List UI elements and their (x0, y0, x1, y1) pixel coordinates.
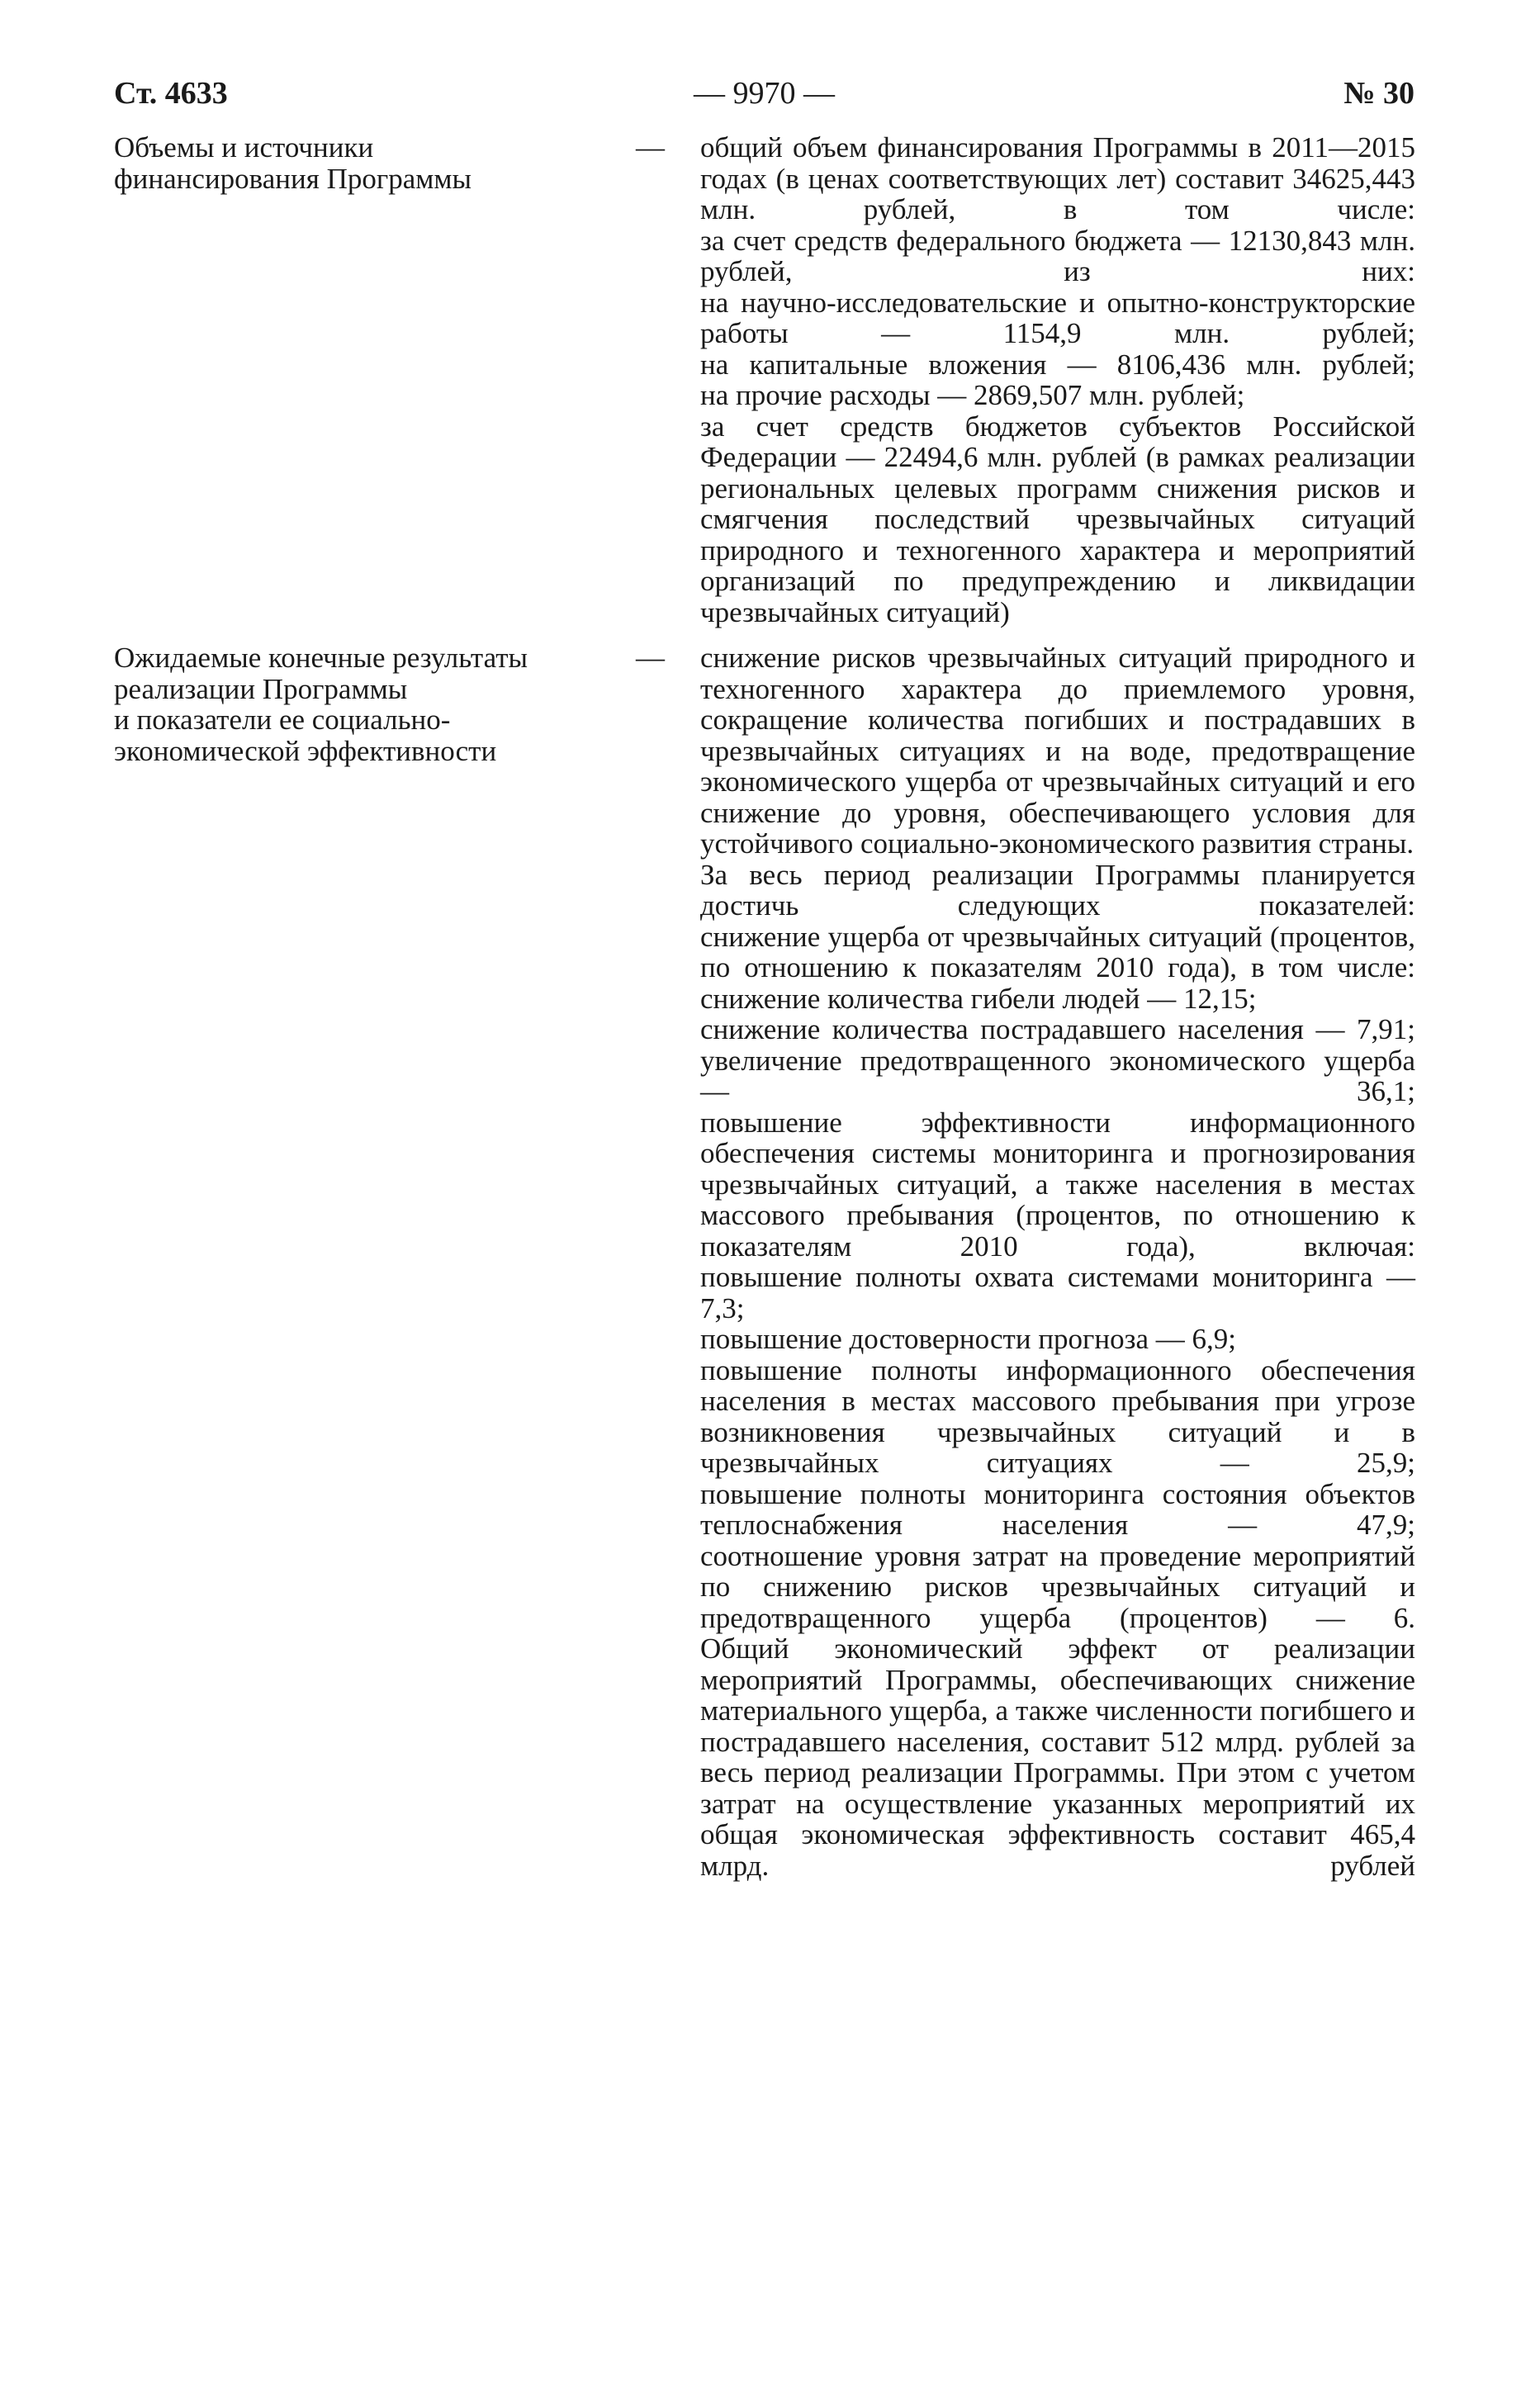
paragraph: на прочие расходы — 2869,507 млн. рублей; (700, 379, 1245, 411)
label-line: и показатели ее социально- (114, 704, 451, 736)
paragraph: За весь период реализации Программы планируется достичь следующих показателей: (700, 858, 1415, 922)
separator-dash: — (636, 642, 665, 674)
label-line: реализации Программы (114, 672, 408, 705)
separator-dash: — (636, 131, 665, 163)
issue-number: № 30 (1343, 76, 1414, 111)
paragraph: соотношение уровня затрат на проведение мероприятий по снижению рисков чрезвычайных ситуаций и предотвращенного ущерба (процентов) — 6. (700, 1539, 1415, 1634)
results-label (114, 642, 626, 766)
financing-content (700, 132, 1415, 628)
article-number: Ст. 4633 (114, 76, 228, 111)
label-line: Ожидаемые конечные результаты (114, 642, 528, 674)
paragraph: повышение эффективности информационного обеспечения системы мониторинга и прогнозирования чрезвычайных ситуаций, а также населения в местах массового пребывания (процентов, по отношению к показателям 2010 года), включая: (700, 1106, 1415, 1263)
paragraph: Общий экономический эффект от реализации мероприятий Программы, обеспечивающих снижение материального ущерба, а также численности погибшего и пострадавшего населения, составит 512 млрд. рублей за весь период реализации Программы. При этом с учетом затрат на осуществление указанных мероприятий их общая экономическая эффективность составит 465,4 млрд. рублей (700, 1632, 1415, 1882)
financing-label (114, 132, 626, 194)
page-number: — 9970 — (694, 76, 835, 111)
label-line: экономической эффективности (114, 734, 497, 767)
paragraph: снижение рисков чрезвычайных ситуаций природного и техногенного характера до приемлемого уровня, сокращение количества погибших и пострадавших в чрезвычайных ситуациях и на воде, предотвращение экономического ущерба от чрезвычайных ситуаций и его снижение до уровня, обеспечивающего условия для устойчивого социально-экономического развития страны. (700, 642, 1415, 860)
results-content (700, 642, 1415, 1881)
paragraph: повышение полноты охвата системами мониторинга — 7,3; (700, 1261, 1415, 1324)
label-line: финансирования Программы (114, 162, 472, 195)
paragraph: снижение ущерба от чрезвычайных ситуаций (процентов, по отношению к показателям 2010 года), в том числе: (700, 920, 1415, 983)
paragraph: снижение количества гибели людей — 12,15; (700, 982, 1257, 1015)
paragraph: снижение количества пострадавшего населения — 7,91; (700, 1013, 1415, 1045)
paragraph: повышение полноты мониторинга состояния объектов теплоснабжения населения — 47,9; (700, 1477, 1415, 1541)
paragraph: на капитальные вложения — 8106,436 млн. рублей; (700, 348, 1415, 381)
paragraph: повышение полноты информационного обеспечения населения в местах массового пребывания при угрозе возникновения чрезвычайных ситуаций и в чрезвычайных ситуациях — 25,9; (700, 1353, 1415, 1479)
paragraph: общий объем финансирования Программы в 2011—2015 годах (в ценах соответствующих лет) составит 34625,443 млн. рублей, в том числе: (700, 131, 1415, 225)
paragraph: на научно-исследовательские и опытно-конструкторские работы — 1154,9 млн. рублей; (700, 286, 1415, 349)
page-header (114, 73, 1414, 114)
paragraph: повышение достоверности прогноза — 6,9; (700, 1323, 1236, 1355)
paragraph: увеличение предотвращенного экономического ущерба — 36,1; (700, 1044, 1415, 1107)
label-line: Объемы и источники (114, 131, 374, 163)
paragraph: за счет средств бюджетов субъектов Российской Федерации — 22494,6 млн. рублей (в рамках реализации региональных целевых программ снижения рисков и смягчения последствий чрезвычайных ситуаций природного и техногенного характера и мероприятий организаций по предупреждению и ликвидации чрезвычайных ситуаций) (700, 410, 1415, 628)
paragraph: за счет средств федерального бюджета — 12130,843 млн. рублей, из них: (700, 224, 1415, 287)
